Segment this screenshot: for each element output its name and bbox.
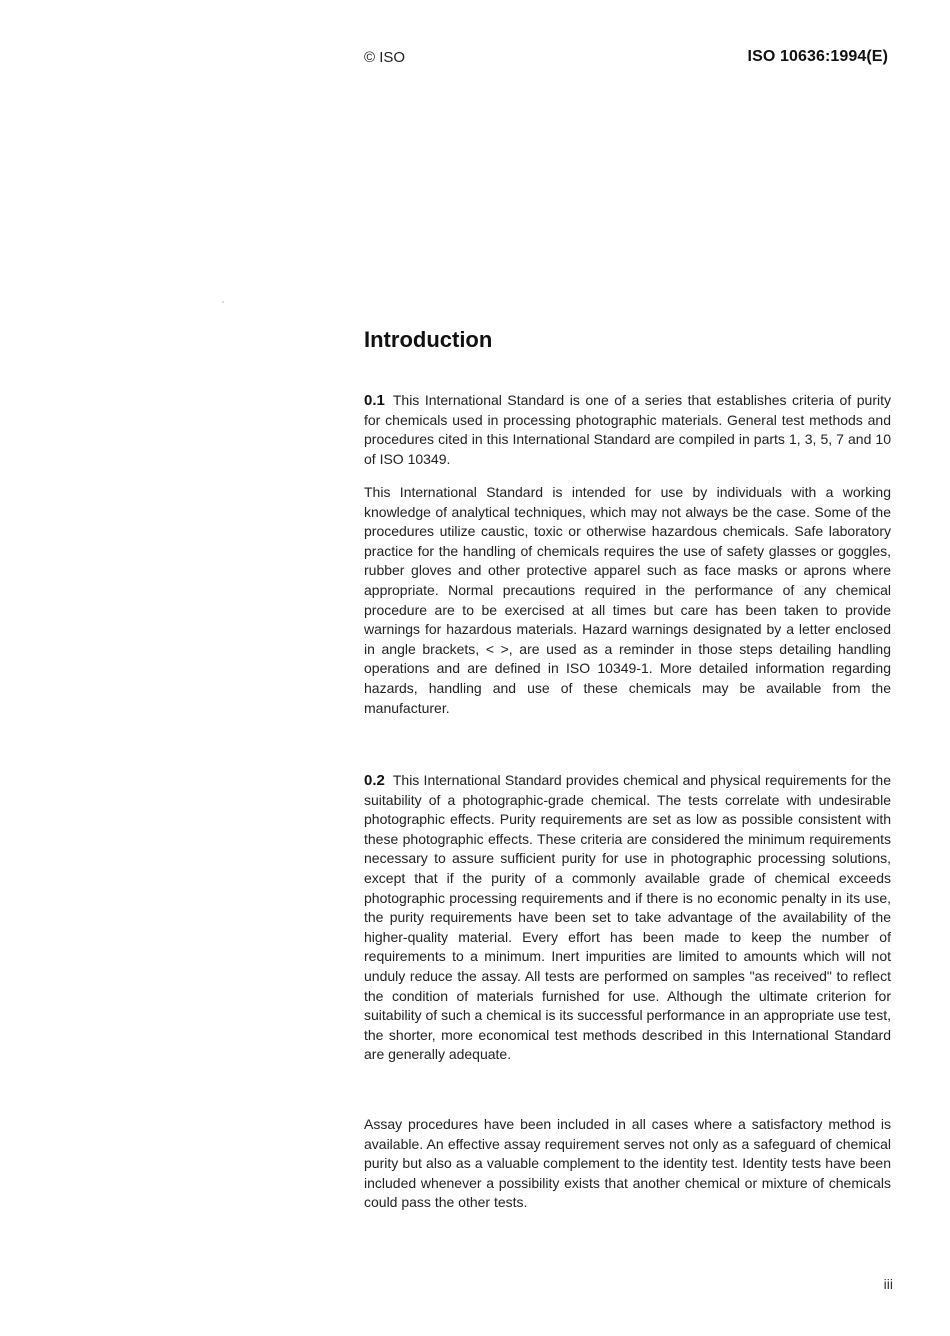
paragraph-text: This International Standard is intended for use by individuals with a working knowledge of analytical techniques, which may not always be the case. Some of the procedures utilize caustic, toxic or otherwise hazardous chemicals. Safe laboratory practice for the handling of chemicals requires the use of safety glasses or goggles, rubber gloves and other protective apparel such as face masks or aprons where appropriate. Normal precautions required in the performance of any chemical procedure are to be exercised at all times but care has been taken to provide warnings for hazardous materials. Hazard warnings designated by a letter enclosed in angle brackets, < >, are used as a reminder in those steps detailing handling operations and are defined in ISO 10349-1. More detailed information regarding hazards, handling and use of these chemicals may be available from the manufacturer.	[364, 484, 891, 716]
safety-paragraph	[364, 483, 891, 718]
scan-speck	[222, 301, 224, 303]
assay-paragraph	[364, 1115, 891, 1213]
standard-id: ISO 10636:1994(E)	[747, 48, 888, 65]
section-number: 0.2	[364, 772, 385, 789]
paragraph-text: This International Standard provides chemical and physical requirements for the suitability of a photographic-grade chemical. The tests correlate with undesirable photographic effects. Purity requirements are set as low as possible consistent with these photographic effects. These criteria are considered the minimum requirements necessary to assure sufficient purity for use in photographic processing solutions, except that if the purity of a commonly available grade of chemical exceeds photographic processing requirements and if there is no economic penalty in its use, the purity requirements have been set to take advantage of the availability of the higher-quality material. Every effort has been made to keep the number of requirements to a minimum. Inert impurities are limited to amounts which will not unduly reduce the assay. All tests are performed on samples "as received" to reflect the condition of materials furnished for use. Although the ultimate criterion for suitability of such a chemical is its successful performance in an appropriate use test, the shorter, more economical test methods described in this International Standard are generally adequate.	[364, 772, 891, 1063]
page-number: iii	[883, 1276, 893, 1292]
paragraph-text: Assay procedures have been included in all cases where a satisfactory method is available. An effective assay requirement serves not only as a safeguard of chemical purity but also as a valuable complement to the identity test. Identity tests have been included whenever a possibility exists that another chemical or mixture of chemicals could pass the other tests.	[364, 1116, 891, 1211]
page-title: Introduction	[364, 327, 493, 352]
paragraph-text: This International Standard is one of a series that establishes criteria of purity for chemicals used in processing photographic materials. General test methods and procedures cited in this International Standard are compiled in parts 1, 3, 5, 7 and 10 of ISO 10349.	[364, 392, 891, 467]
section-number: 0.1	[364, 392, 385, 409]
section-0-2-paragraph	[364, 771, 891, 1065]
copyright-label: © ISO	[364, 49, 406, 66]
section-0-1-paragraph	[364, 391, 891, 469]
